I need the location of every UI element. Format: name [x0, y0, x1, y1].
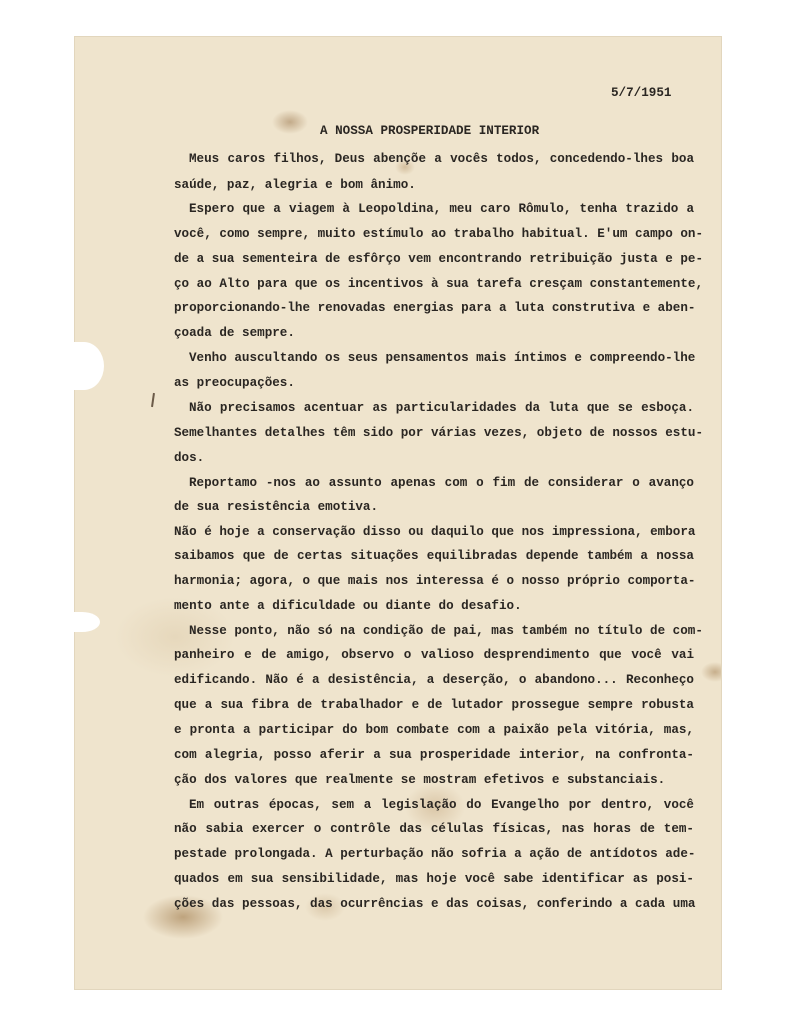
letter-title: A NOSSA PROSPERIDADE INTERIOR [320, 124, 540, 138]
text-line: e pronta a participar do bom combate com a paixão pela vitória, mas, [174, 723, 694, 737]
text-line: pestade prolongada. A perturbação não sofria a ação de antídotos ade- [174, 847, 696, 861]
text-line: você, como sempre, muito estímulo ao trabalho habitual. E'um campo on- [174, 227, 704, 241]
text-line: Nesse ponto, não só na condição de pai, mas também no título de com- [189, 624, 703, 638]
text-line: proporcionando-lhe renovadas energias para a luta construtiva e aben- [174, 301, 696, 315]
text-line: Venho auscultando os seus pensamentos mais íntimos e compreendo-lhe [189, 351, 696, 365]
text-line: Semelhantes detalhes têm sido por várias vezes, objeto de nossos estu- [174, 426, 704, 440]
text-line: edificando. Não é a desistência, a deserção, o abandono... Reconheço [174, 673, 694, 687]
text-line: Em outras épocas, sem a legislação do Evangelho por dentro, você [189, 798, 694, 812]
torn-edge [64, 612, 100, 632]
text-line: dos. [174, 451, 205, 465]
torn-edge [64, 342, 104, 390]
text-line: não sabia exercer o contrôle das células físicas, nas horas de tem- [174, 822, 694, 836]
text-line: ção dos valores que realmente se mostram efetivos e substanciais. [174, 773, 666, 787]
text-line: Meus caros filhos, Deus abençõe a vocês todos, concedendo-lhes boa [189, 152, 694, 166]
text-line: Reportamo -nos ao assunto apenas com o fim de considerar o avanço [189, 476, 694, 490]
text-line: saibamos que de certas situações equilibradas depende também a nossa [174, 549, 694, 563]
text-line: que a sua fibra de trabalhador e de lutador prossegue sempre robusta [174, 698, 694, 712]
letter-date: 5/7/1951 [611, 86, 672, 100]
text-line: com alegria, posso aferir a sua prosperidade interior, na confronta- [174, 748, 694, 762]
text-line: harmonia; agora, o que mais nos interessa é o nosso próprio comporta- [174, 574, 696, 588]
text-line: de sua resistência emotiva. [174, 500, 379, 514]
text-line: de a sua sementeira de esfôrço vem encontrando retribuição justa e pe- [174, 252, 704, 266]
text-line: Não é hoje a conservação disso ou daquilo que nos impressiona, embora [174, 525, 696, 539]
text-line: Não precisamos acentuar as particularidades da luta que se esboça. [189, 401, 694, 415]
text-line: ções das pessoas, das ocurrências e das coisas, conferindo a cada uma [174, 897, 696, 911]
text-line: mento ante a dificuldade ou diante do desafio. [174, 599, 522, 613]
text-line: çoada de sempre. [174, 326, 295, 340]
text-line: ço ao Alto para que os incentivos à sua tarefa cresçam constantemente, [174, 277, 704, 291]
text-line: Espero que a viagem à Leopoldina, meu caro Rômulo, tenha trazido a [189, 202, 694, 216]
text-line: as preocupações. [174, 376, 295, 390]
text-line: quados em sua sensibilidade, mas hoje você sabe identificar as posi- [174, 872, 694, 886]
text-line: panheiro e de amigo, observo o valioso desprendimento que você vai [174, 648, 694, 662]
text-line: saúde, paz, alegria e bom ânimo. [174, 178, 416, 192]
